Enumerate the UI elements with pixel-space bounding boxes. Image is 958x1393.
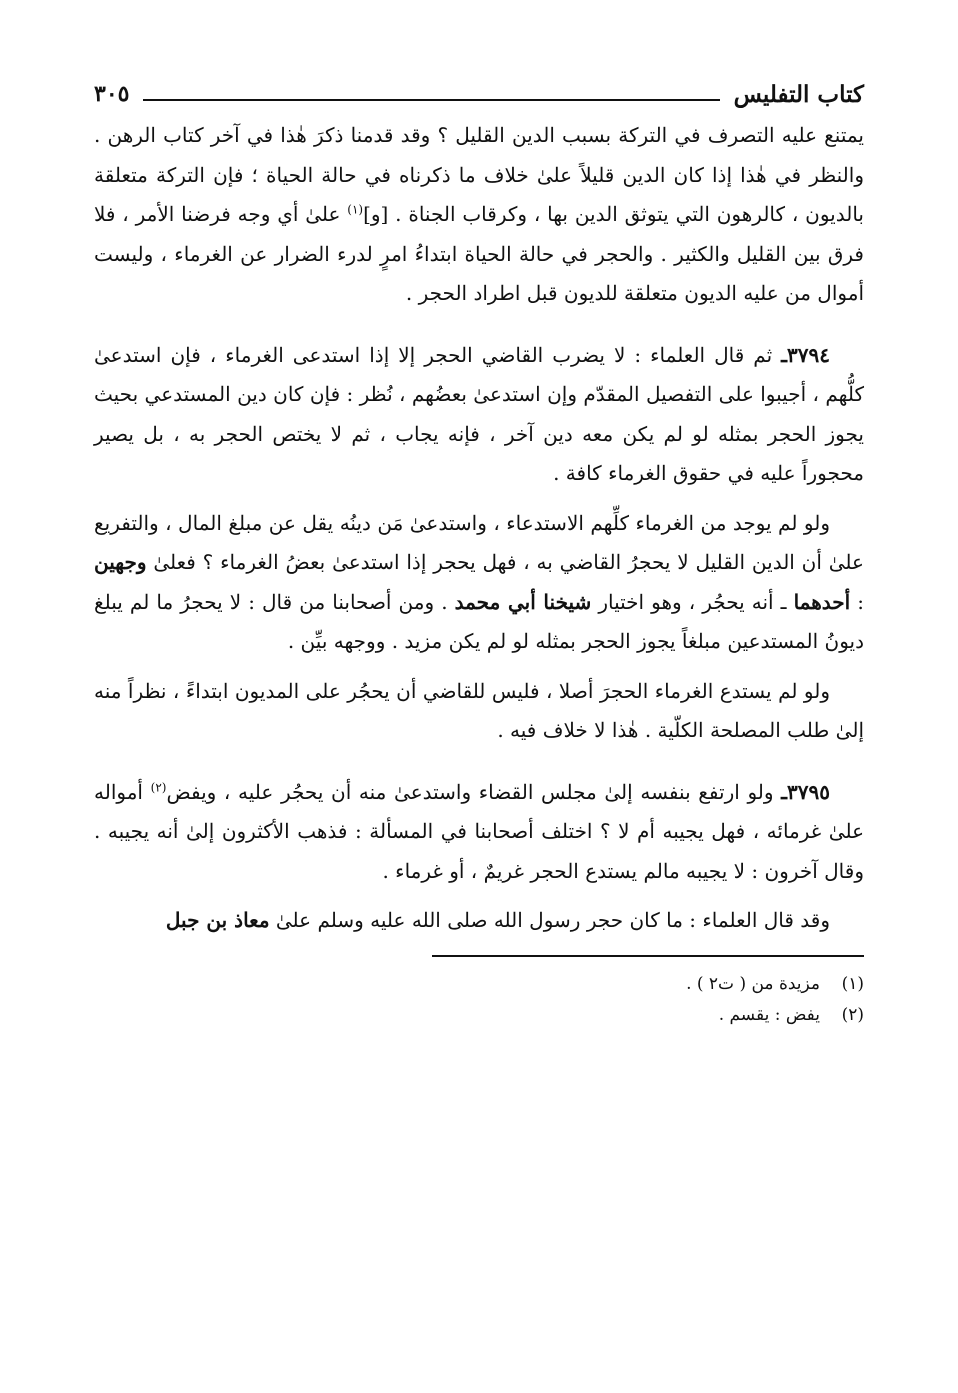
document-page (94, 72, 864, 1332)
footnotes (94, 969, 864, 1031)
paragraph (94, 901, 864, 941)
text-span: علىٰ أي وجه فرضنا الأمر ، فلا فرق بين القليل والكثير . والحجر في حالة الحياة ابتداءُ امرٍ لدرء الضرار عن الغرماء ، وليست أموال من عليه الديون متعلقة للديون قبل اطراد الحجر . (94, 202, 864, 305)
page-number: ٣٠٥ (94, 81, 130, 107)
paragraph-number: ٣٧٩٥ـ (781, 779, 830, 804)
text-span: ولو لم يوجد من الغرماء كلِّهم الاستدعاء ، واستدعىٰ مَن دينُه يقل عن مبلغ المال ، والتفريع علىٰ أن الدين القليل لا يحجرُ القاضي به ، فهل يحجر إذا استدعىٰ بعضُ الغرماء ؟ فعلىٰ (94, 510, 864, 574)
bold-name: معاذ بن جبل (165, 908, 270, 932)
paragraph-3794 (94, 336, 864, 494)
text-span: ـ أنه يحجُر ، وهو اختيار (591, 589, 794, 614)
text-span: : (850, 589, 864, 614)
header-rule (143, 99, 719, 101)
footnote-ref-2: (٢) (150, 779, 167, 794)
bold-term: وجهين (94, 550, 147, 574)
paragraph-number: ٣٧٩٤ـ (781, 342, 830, 367)
footnote-item (94, 969, 864, 1000)
text-span: وقد قال العلماء : ما كان حجر رسول الله صلى الله عليه وسلم علىٰ (269, 908, 830, 932)
book-title: كتاب التفليس (733, 80, 864, 108)
text-span: ولو ارتفع بنفسه إلىٰ مجلس القضاء واستدعىٰ منه أن يحجُر عليه ، ويفض (166, 779, 782, 804)
footnote-ref-1: (١) (347, 202, 364, 217)
paragraph (94, 672, 864, 751)
footnote-rule (432, 955, 864, 957)
footnote-item (94, 1000, 864, 1031)
text-span: . ومن أصحابنا من قال : لا يحجرُ ما لم يبلغ ديونُ المستدعين مبلغاً يجوز الحجر بمثله لو لم يكن مزيد . ووجهه بيِّن . (94, 589, 864, 653)
text-span: أمواله علىٰ غرمائه ، فهل يجيبه أم لا ؟ اختلف أصحابنا في المسألة : فذهب الأكثرون إلىٰ أنه يجيبه . وقال آخرون : لا يجيبه مالم يستدع الحجر غريمٌ ، أو غرماء . (94, 779, 864, 883)
footnote-text: مزيدة من ( ت٢ ) . (686, 973, 820, 994)
bold-term: أحدهما (793, 589, 851, 614)
footnote-mark: (١) (841, 973, 864, 994)
text-span: يمتنع عليه التصرف في التركة بسبب الدين القليل ؟ وقد قدمنا ذكرَ هٰذا في آخر كتاب الرهن . والنظر في هٰذا إذا كان الدين قليلاً علىٰ خلاف ما ذكرناه في حالة الحياة ؛ فإن التركة متعلقة بالديون ، كالرهون التي يتوثق الدين بها ، وكرقاب الجناة . [و] (94, 123, 864, 226)
text-span: ولو لم يستدع الغرماء الحجرَ أصلا ، فليس للقاضي أن يحجُر على المديون ابتداءً ، نظراً منه إلىٰ طلب المصلحة الكلّية . هٰذا لا خلاف فيه . (94, 678, 864, 742)
page-header (94, 72, 864, 116)
footnote-text: يفض : يقسم . (718, 1004, 820, 1025)
text-span: ثم قال العلماء : لا يضرب القاضي الحجر إلا إذا استدعى الغرماء ، فإن استدعىٰ كلُّهم ، أجيبوا على التفصيل المقدّم وإن استدعىٰ بعضُهم ، نُظر : فإن كان دين المستدعي بحيث يجوز الحجر بمثله لو لم يكن معه دين آخر ، فإنه يجاب ، ثم لا يختص الحجر به ، بل يصير محجوراً عليه في حقوق الغرماء كافة . (94, 342, 864, 485)
paragraph (94, 504, 864, 662)
footnote-mark: (٢) (841, 1004, 864, 1025)
paragraph-continuation (94, 116, 864, 314)
body-text (94, 116, 864, 941)
bold-name: شيخنا أبي محمد (454, 589, 592, 614)
paragraph-3795 (94, 773, 864, 892)
